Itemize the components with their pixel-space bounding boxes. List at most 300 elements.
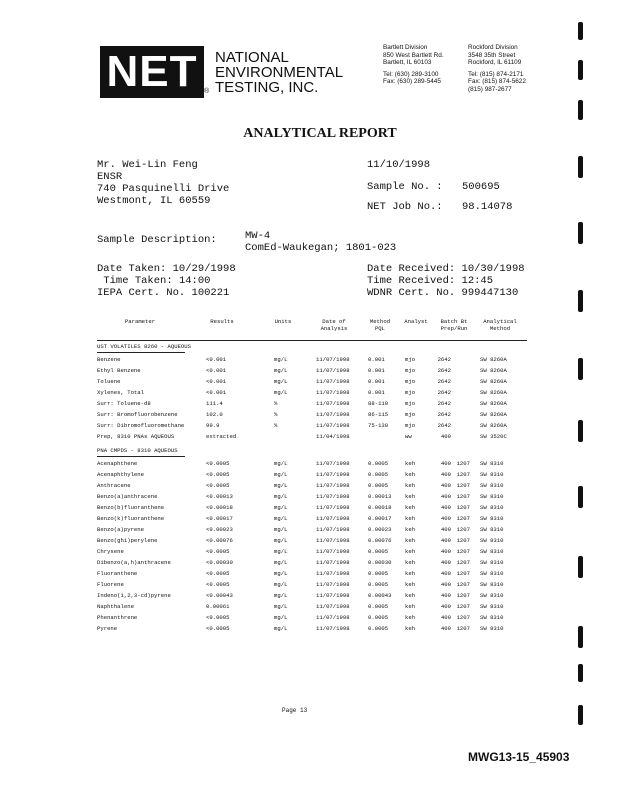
batch-cell: 409 bbox=[440, 526, 451, 533]
units-cell: mg/L bbox=[274, 548, 288, 555]
analysis-date-cell: 11/07/1998 bbox=[316, 614, 350, 621]
table-row bbox=[0, 480, 618, 491]
col-header-analyst bbox=[400, 318, 432, 325]
analysis-date-cell: 11/07/1998 bbox=[316, 471, 350, 478]
company-name bbox=[215, 50, 343, 95]
batch-cell: 409 bbox=[440, 570, 451, 577]
analyst-cell: mjo bbox=[405, 411, 416, 418]
analyst-cell: ww bbox=[405, 433, 412, 440]
method-cell: SW 8310 bbox=[480, 482, 504, 489]
units-cell: mg/L bbox=[274, 526, 288, 533]
table-row bbox=[0, 513, 618, 524]
units-cell: mg/L bbox=[274, 537, 288, 544]
address-line: Fax: (630) 289-5445 bbox=[383, 78, 441, 86]
page-number: Page 13 bbox=[282, 707, 308, 714]
analysis-date-cell: 11/07/1998 bbox=[316, 422, 350, 429]
units-cell: mg/L bbox=[274, 493, 288, 500]
col-header-pql bbox=[362, 318, 398, 332]
analysis-date-cell: 11/07/1998 bbox=[316, 378, 350, 385]
method-cell: SW 8310 bbox=[480, 526, 504, 533]
pql-cell: 0.0005 bbox=[368, 625, 389, 632]
date-received bbox=[367, 263, 525, 299]
analysis-date-cell: 11/07/1998 bbox=[316, 603, 350, 610]
pql-cell: 0.00017 bbox=[368, 515, 392, 522]
date-received-value: 10/30/1998 bbox=[461, 263, 525, 275]
scan-mark bbox=[578, 100, 583, 120]
scan-mark bbox=[578, 60, 583, 80]
result-cell: <0.00023 bbox=[206, 526, 233, 533]
parameter-cell: Benzo(b)fluoranthene bbox=[97, 504, 165, 511]
parameter-cell: Benzo(a)anthracene bbox=[97, 493, 158, 500]
method-cell: SW 8260A bbox=[480, 422, 507, 429]
parameter-cell: Anthracene bbox=[97, 482, 131, 489]
analyst-cell: keh bbox=[405, 504, 416, 511]
parameter-cell: Surr: Toluene-d8 bbox=[97, 400, 151, 407]
prep-run-cell: 1207 bbox=[456, 603, 470, 610]
analysis-date-cell: 11/07/1998 bbox=[316, 356, 350, 363]
method-cell: SW 8260A bbox=[480, 400, 507, 407]
batch-cell: 409 bbox=[440, 548, 451, 555]
units-cell: mg/L bbox=[274, 515, 288, 522]
units-cell: mg/L bbox=[274, 471, 288, 478]
address-line: Fax: (815) 874-5622 bbox=[468, 78, 526, 86]
batch-cell: 409 bbox=[440, 471, 451, 478]
analyst-cell: keh bbox=[405, 570, 416, 577]
section-title: PNA CMPDS - 8310 AQUEOUS bbox=[97, 447, 178, 454]
analysis-date-cell: 11/07/1998 bbox=[316, 537, 350, 544]
job-no-value: 98.14078 bbox=[462, 201, 513, 213]
method-cell: SW 8310 bbox=[480, 592, 504, 599]
section-underline bbox=[97, 456, 185, 457]
header-text: Method bbox=[489, 325, 511, 332]
result-cell: <0.0005 bbox=[206, 482, 230, 489]
units-cell: mg/L bbox=[274, 581, 288, 588]
result-cell: <0.0005 bbox=[206, 581, 230, 588]
parameter-cell: Dibenzo(a,h)anthracene bbox=[97, 559, 171, 566]
units-cell: mg/L bbox=[274, 389, 288, 396]
bartlett-address bbox=[383, 44, 444, 86]
result-cell: 99.9 bbox=[206, 422, 220, 429]
method-cell: SW 8310 bbox=[480, 614, 504, 621]
header-text: Method bbox=[369, 318, 391, 325]
iepa-value: 100221 bbox=[191, 287, 230, 299]
table-row bbox=[0, 387, 618, 398]
parameter-cell: Xylenes, Total bbox=[97, 389, 144, 396]
col-header-date bbox=[312, 318, 356, 332]
table-row bbox=[0, 409, 618, 420]
parameter-cell: Benzo(k)fluoranthene bbox=[97, 515, 165, 522]
table-row bbox=[0, 431, 618, 442]
prep-run-cell: 1207 bbox=[456, 581, 470, 588]
company-line: TESTING, INC. bbox=[215, 79, 319, 96]
units-cell: mg/L bbox=[274, 378, 288, 385]
job-no-label: NET Job No.: bbox=[367, 201, 443, 213]
parameter-cell: Benzene bbox=[97, 356, 121, 363]
sample-no-label: Sample No. : bbox=[367, 181, 443, 193]
col-header-batch bbox=[432, 318, 476, 332]
analysis-date-cell: 11/07/1998 bbox=[316, 526, 350, 533]
date-taken-value: 10/29/1998 bbox=[172, 263, 236, 275]
iepa-label: IEPA Cert. No. bbox=[97, 287, 186, 299]
time-received-value: 12:45 bbox=[461, 275, 494, 287]
analysis-date-cell: 11/07/1998 bbox=[316, 548, 350, 555]
scan-mark bbox=[578, 626, 583, 648]
parameter-cell: Toluene bbox=[97, 378, 121, 385]
prep-run-cell: 1207 bbox=[456, 482, 470, 489]
sample-description bbox=[245, 230, 396, 254]
analyst-cell: keh bbox=[405, 592, 416, 599]
prep-run-cell: 1207 bbox=[456, 592, 470, 599]
pql-cell: 0.0005 bbox=[368, 548, 389, 555]
parameter-cell: Benzo(ghi)perylene bbox=[97, 537, 158, 544]
prep-run-cell: 1207 bbox=[456, 460, 470, 467]
analyst-cell: keh bbox=[405, 482, 416, 489]
parameter-cell: Acenaphthylene bbox=[97, 471, 144, 478]
table-row bbox=[0, 557, 618, 568]
batch-cell: 2642 bbox=[437, 356, 451, 363]
analyst-cell: keh bbox=[405, 526, 416, 533]
pql-cell: 0.00076 bbox=[368, 537, 392, 544]
parameter-cell: Chrysene bbox=[97, 548, 124, 555]
analysis-date-cell: 11/07/1998 bbox=[316, 482, 350, 489]
pql-cell: 0.001 bbox=[368, 378, 385, 385]
pql-cell: 0.00043 bbox=[368, 592, 392, 599]
batch-cell: 2642 bbox=[437, 411, 451, 418]
result-cell: <0.00013 bbox=[206, 493, 233, 500]
result-cell: 0.00061 bbox=[206, 603, 230, 610]
prep-run-cell: 1207 bbox=[456, 537, 470, 544]
units-cell: % bbox=[274, 411, 278, 418]
analyst-cell: keh bbox=[405, 471, 416, 478]
batch-cell: 409 bbox=[440, 504, 451, 511]
table-row bbox=[0, 601, 618, 612]
header-text: PQL bbox=[374, 325, 386, 332]
date-taken-label: Date Taken: bbox=[97, 263, 167, 275]
prep-run-cell: 1207 bbox=[456, 515, 470, 522]
time-taken-label: Time Taken: bbox=[103, 275, 173, 287]
batch-cell: 2642 bbox=[437, 422, 451, 429]
address-line: Bartlett Division bbox=[383, 44, 428, 51]
scan-mark bbox=[578, 22, 583, 40]
batch-cell: 409 bbox=[440, 603, 451, 610]
analyst-cell: keh bbox=[405, 548, 416, 555]
parameter-cell: Benzo(a)pyrene bbox=[97, 526, 144, 533]
recipient-line: Mr. Wei-Lin Feng bbox=[97, 159, 198, 171]
scan-mark bbox=[578, 705, 583, 725]
units-cell: mg/L bbox=[274, 367, 288, 374]
method-cell: SW 8260A bbox=[480, 411, 507, 418]
batch-cell: 409 bbox=[440, 614, 451, 621]
parameter-cell: Ethyl Benzene bbox=[97, 367, 141, 374]
analyst-cell: keh bbox=[405, 559, 416, 566]
result-cell: <0.0005 bbox=[206, 625, 230, 632]
analyst-cell: keh bbox=[405, 537, 416, 544]
units-cell: mg/L bbox=[274, 559, 288, 566]
pql-cell: 0.0005 bbox=[368, 482, 389, 489]
analyst-cell: mjo bbox=[405, 367, 416, 374]
analyst-cell: mjo bbox=[405, 378, 416, 385]
batch-cell: 409 bbox=[440, 581, 451, 588]
wdnr-value: 999447130 bbox=[461, 287, 519, 299]
scan-mark bbox=[578, 486, 583, 508]
sample-no-value: 500695 bbox=[462, 181, 500, 193]
method-cell: SW 8260A bbox=[480, 378, 507, 385]
analysis-date-cell: 11/07/1998 bbox=[316, 581, 350, 588]
batch-cell: 2642 bbox=[437, 378, 451, 385]
parameter-cell: Prep, 8310 PNAs AQUEOUS bbox=[97, 433, 175, 440]
pql-cell: 0.0005 bbox=[368, 581, 389, 588]
report-date: 11/10/1998 bbox=[367, 159, 431, 171]
result-cell: <0.0005 bbox=[206, 460, 230, 467]
analyst-cell: mjo bbox=[405, 400, 416, 407]
recipient-line: Westmont, IL 60559 bbox=[97, 195, 211, 207]
method-cell: SW 8260A bbox=[480, 389, 507, 396]
pql-cell: 86-115 bbox=[368, 411, 389, 418]
parameter-cell: Naphthalene bbox=[97, 603, 134, 610]
time-taken-value: 14:00 bbox=[178, 275, 211, 287]
units-cell: mg/L bbox=[274, 614, 288, 621]
net-logo: NET bbox=[100, 46, 204, 98]
table-row bbox=[0, 579, 618, 590]
pql-cell: 0.00030 bbox=[368, 559, 392, 566]
scan-mark bbox=[578, 556, 583, 578]
recipient-line: 740 Pasquinelli Drive bbox=[97, 183, 230, 195]
prep-run-cell: 1207 bbox=[456, 559, 470, 566]
batch-cell: 409 bbox=[440, 625, 451, 632]
parameter-cell: Surr: Dibromofluoromethane bbox=[97, 422, 185, 429]
batch-cell: 2642 bbox=[437, 389, 451, 396]
result-cell: <0.0005 bbox=[206, 548, 230, 555]
analyst-cell: mjo bbox=[405, 422, 416, 429]
method-cell: SW 8310 bbox=[480, 603, 504, 610]
prep-run-cell: 1207 bbox=[456, 471, 470, 478]
analysis-date-cell: 11/07/1998 bbox=[316, 515, 350, 522]
analysis-date-cell: 11/07/1998 bbox=[316, 570, 350, 577]
result-cell: <0.00076 bbox=[206, 537, 233, 544]
analysis-date-cell: 11/07/1998 bbox=[316, 493, 350, 500]
date-received-label: Date Received: bbox=[367, 263, 456, 275]
table-row bbox=[0, 612, 618, 623]
units-cell: mg/L bbox=[274, 482, 288, 489]
analyst-cell: keh bbox=[405, 460, 416, 467]
scan-mark bbox=[578, 358, 583, 380]
wdnr-label: WDNR Cert. No. bbox=[367, 287, 456, 299]
units-cell: mg/L bbox=[274, 504, 288, 511]
table-row bbox=[0, 376, 618, 387]
pql-cell: 0.001 bbox=[368, 356, 385, 363]
address-line: Rockford, IL 61109 bbox=[468, 59, 522, 67]
units-cell: mg/L bbox=[274, 603, 288, 610]
table-row bbox=[0, 398, 618, 409]
table-row bbox=[0, 623, 618, 634]
table-row bbox=[0, 491, 618, 502]
pql-cell: 75-130 bbox=[368, 422, 389, 429]
header-rule bbox=[97, 340, 527, 341]
method-cell: SW 8310 bbox=[480, 493, 504, 500]
batch-cell: 409 bbox=[440, 559, 451, 566]
header-text: Analytical bbox=[483, 318, 517, 325]
method-cell: SW 8260A bbox=[480, 367, 507, 374]
analyst-cell: keh bbox=[405, 515, 416, 522]
parameter-cell: Fluoranthene bbox=[97, 570, 138, 577]
method-cell: SW 8310 bbox=[480, 625, 504, 632]
analyst-cell: keh bbox=[405, 614, 416, 621]
result-cell: <0.001 bbox=[206, 389, 227, 396]
sample-description-line: MW-4 bbox=[245, 230, 271, 242]
parameter-cell: Indeno(1,2,3-cd)pyrene bbox=[97, 592, 171, 599]
batch-cell: 409 bbox=[440, 460, 451, 467]
batch-cell: 409 bbox=[440, 515, 451, 522]
table-row bbox=[0, 590, 618, 601]
method-cell: SW 8310 bbox=[480, 570, 504, 577]
pql-cell: 0.0005 bbox=[368, 460, 389, 467]
analysis-date-cell: 11/07/1998 bbox=[316, 504, 350, 511]
analysis-date-cell: 11/07/1998 bbox=[316, 389, 350, 396]
units-cell: % bbox=[274, 422, 278, 429]
analysis-date-cell: 11/07/1998 bbox=[316, 559, 350, 566]
result-cell: <0.001 bbox=[206, 378, 227, 385]
analysis-date-cell: 11/07/1998 bbox=[316, 460, 350, 467]
result-cell: <0.0005 bbox=[206, 614, 230, 621]
company-line: ENVIRONMENTAL bbox=[215, 64, 344, 81]
scan-mark bbox=[578, 664, 583, 682]
col-header-results bbox=[200, 318, 244, 325]
pql-cell: 88-110 bbox=[368, 400, 389, 407]
result-cell: extracted bbox=[206, 433, 237, 440]
result-cell: <0.001 bbox=[206, 356, 227, 363]
header-text: Batch Bt bbox=[440, 318, 468, 325]
registered-mark: ® bbox=[204, 88, 210, 95]
units-cell: % bbox=[274, 400, 278, 407]
section-title: UST VOLATILES 8260 - AQUEOUS bbox=[97, 343, 191, 350]
result-cell: <0.00030 bbox=[206, 559, 233, 566]
units-cell: mg/L bbox=[274, 460, 288, 467]
address-line: 850 West Bartlett Rd. bbox=[383, 51, 444, 59]
pql-cell: 0.001 bbox=[368, 367, 385, 374]
prep-run-cell: 1207 bbox=[456, 548, 470, 555]
analysis-date-cell: 11/04/1998 bbox=[316, 433, 350, 440]
table-row bbox=[0, 458, 618, 469]
col-header-method bbox=[478, 318, 522, 332]
header-text: Analyst bbox=[404, 318, 428, 325]
header-text: Analysis bbox=[320, 325, 348, 332]
prep-run-cell: 1207 bbox=[456, 526, 470, 533]
method-cell: SW 8260A bbox=[480, 356, 507, 363]
analyst-cell: keh bbox=[405, 603, 416, 610]
method-cell: SW 8310 bbox=[480, 548, 504, 555]
pql-cell: 0.0005 bbox=[368, 471, 389, 478]
header-text: Results bbox=[210, 318, 234, 325]
document-id: MWG13-15_45903 bbox=[468, 750, 570, 764]
batch-cell: 409 bbox=[440, 537, 451, 544]
analyst-cell: keh bbox=[405, 493, 416, 500]
method-cell: SW 8310 bbox=[480, 471, 504, 478]
table-row bbox=[0, 524, 618, 535]
result-cell: <0.00017 bbox=[206, 515, 233, 522]
pql-cell: 0.00018 bbox=[368, 504, 392, 511]
address-line: Tel: (815) 874-2171 bbox=[468, 70, 524, 78]
analyst-cell: mjo bbox=[405, 389, 416, 396]
sample-description-label: Sample Description: bbox=[97, 234, 217, 246]
rockford-address bbox=[468, 44, 526, 94]
pql-cell: 0.001 bbox=[368, 389, 385, 396]
header-text: Date of bbox=[322, 318, 346, 325]
method-cell: SW 8310 bbox=[480, 515, 504, 522]
prep-run-cell: 1207 bbox=[456, 493, 470, 500]
analyst-cell: mjo bbox=[405, 356, 416, 363]
col-header-parameter bbox=[110, 318, 170, 325]
table-row bbox=[0, 535, 618, 546]
parameter-cell: Fluorene bbox=[97, 581, 124, 588]
batch-cell: 409 bbox=[440, 592, 451, 599]
date-taken bbox=[97, 263, 236, 299]
method-cell: SW 3520C bbox=[480, 433, 507, 440]
table-row bbox=[0, 420, 618, 431]
method-cell: SW 8310 bbox=[480, 504, 504, 511]
prep-run-cell: 1207 bbox=[456, 504, 470, 511]
report-title: ANALYTICAL REPORT bbox=[243, 126, 397, 141]
method-cell: SW 8310 bbox=[480, 460, 504, 467]
method-cell: SW 8310 bbox=[480, 559, 504, 566]
analysis-date-cell: 11/07/1998 bbox=[316, 400, 350, 407]
prep-run-cell: 1207 bbox=[456, 625, 470, 632]
pql-cell: 0.0005 bbox=[368, 603, 389, 610]
analysis-date-cell: 11/07/1998 bbox=[316, 411, 350, 418]
parameter-cell: Surr: Bromofluorobenzene bbox=[97, 411, 178, 418]
scan-mark bbox=[578, 290, 583, 312]
scan-mark bbox=[578, 222, 583, 244]
batch-cell: 2642 bbox=[437, 400, 451, 407]
company-line: NATIONAL bbox=[215, 49, 289, 66]
pql-cell: 0.00023 bbox=[368, 526, 392, 533]
result-cell: 111.4 bbox=[206, 400, 223, 407]
recipient-line: ENSR bbox=[97, 171, 123, 183]
result-cell: <0.0005 bbox=[206, 471, 230, 478]
section-underline bbox=[97, 352, 185, 353]
pql-cell: 0.0005 bbox=[368, 570, 389, 577]
method-cell: SW 8310 bbox=[480, 537, 504, 544]
pql-cell: 0.0005 bbox=[368, 614, 389, 621]
method-cell: SW 8310 bbox=[480, 581, 504, 588]
parameter-cell: Acenaphthene bbox=[97, 460, 138, 467]
units-cell: mg/L bbox=[274, 570, 288, 577]
analysis-date-cell: 11/07/1998 bbox=[316, 367, 350, 374]
pql-cell: 0.00013 bbox=[368, 493, 392, 500]
result-cell: 102.0 bbox=[206, 411, 223, 418]
analyst-cell: keh bbox=[405, 581, 416, 588]
analyst-cell: keh bbox=[405, 625, 416, 632]
prep-run-cell: 1207 bbox=[456, 570, 470, 577]
batch-cell: 2642 bbox=[437, 367, 451, 374]
header-text: Units bbox=[274, 318, 292, 325]
units-cell: mg/L bbox=[274, 592, 288, 599]
table-row bbox=[0, 354, 618, 365]
col-header-units bbox=[268, 318, 298, 325]
batch-cell: 409 bbox=[440, 493, 451, 500]
prep-run-cell: 1207 bbox=[456, 614, 470, 621]
address-line: (815) 987-2677 bbox=[468, 85, 512, 93]
address-line: 3548 35th Street bbox=[468, 51, 516, 59]
result-cell: <0.00043 bbox=[206, 592, 233, 599]
header-text: Prep/Run bbox=[440, 325, 468, 332]
result-cell: <0.0005 bbox=[206, 570, 230, 577]
scan-mark bbox=[578, 156, 583, 178]
table-row bbox=[0, 546, 618, 557]
analysis-date-cell: 11/07/1998 bbox=[316, 592, 350, 599]
result-cell: <0.001 bbox=[206, 367, 227, 374]
table-row bbox=[0, 502, 618, 513]
recipient-address bbox=[97, 159, 229, 207]
